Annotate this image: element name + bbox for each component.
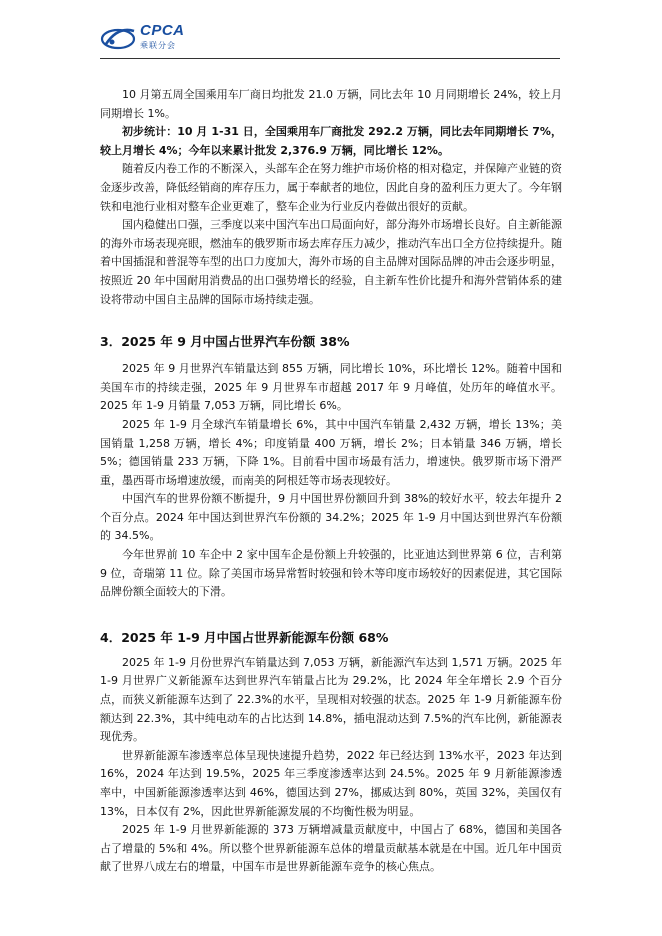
section-4-paragraph-2: 世界新能源车渗透率总体呈现快速提升趋势，2022 年已经达到 13%水平，2023 年达到 16%，2024 年达到 19.5%，2025 年三季度渗透率达到 24.5%。2025 年 9 月新能源渗透率中，中国新能源渗透率达到 46%，德国达到 27%，挪威达到 80%，英国 32%，美国仅有 13%，日本仅有 2%，因此世界新能源发展的不均衡性极为明显。 — [100, 748, 562, 818]
section-3-paragraph-1: 2025 年 9 月世界汽车销量达到 855 万辆，同比增长 10%，环比增长 12%。随着中国和美国车市的持续走强，2025 年 9 月世界车市超越 2017 年 9 月峰值，处历年的峰值水平。2025 年 1-9 月销量 7,053 万辆，同比增长 6%。 — [100, 362, 562, 413]
section-3-paragraph-4: 今年世界前 10 车企中 2 家中国车企是份额上升较强的，比亚迪达到世界第 6 位，吉利第 9 位，奇瑞第 11 位。除了美国市场异常暂时较强和铃木等印度市场较好的因素促进，其它国际品牌份额全面较大的下滑。 — [100, 548, 562, 599]
section-3-paragraph-3: 中国汽车的世界份额不断提升，9 月中国世界份额回升到 38%的较好水平，较去年提升 2 个百分点。2024 年中国达到世界汽车份额的 34.2%；2025 年 1-9 月中国达到世界汽车份额的 34.5%。 — [100, 492, 562, 543]
intro-paragraph-3: 随着反内卷工作的不断深入，头部车企在努力维护市场价格的相对稳定，并保障产业链的资金逐步改善，降低经销商的库存压力，属于奉献者的地位，因此自身的盈利压力更大了。今年钢铁和电池行业相对整车企业更难了，整车企业为行业反内卷做出很好的贡献。 — [100, 162, 562, 213]
section-3-title: 3．2025 年 9 月中国占世界汽车份额 38% — [100, 334, 350, 350]
section-4-title: 4．2025 年 1-9 月中国占世界新能源车份额 68% — [100, 629, 389, 645]
cpca-emblem-icon — [100, 22, 140, 52]
section-4-paragraph-1: 2025 年 1-9 月份世界汽车销量达到 7,053 万辆，新能源汽车达到 1,571 万辆。2025 年 1-9 月世界广义新能源车达到世界汽车销量占比为 29.2%，比 2024 年全年增长 2.9 个百分点，而狭义新能源车达到了 22.3%的水平，呈现相对较强的状态。2025 年 1-9 月新能源车份额达到 22.3%，其中纯电动车的占比达到 14.8%，插电混动达到 7.5%的汽车比例，新能源表现优秀。 — [100, 655, 562, 744]
page-header — [100, 22, 560, 59]
logo-text: CPCA — [140, 22, 185, 39]
document-body — [100, 86, 562, 877]
cpca-logo — [100, 22, 210, 56]
intro-paragraph-1: 10 月第五周全国乘用车厂商日均批发 21.0 万辆，同比去年 10 月同期增长 24%，较上月同期增长 1%。 — [100, 88, 562, 120]
logo-subtitle: 乘联分会 — [140, 41, 176, 50]
section-3-paragraph-2: 2025 年 1-9 月全球汽车销量增长 6%，其中中国汽车销量 2,432 万辆，增长 13%；美国销量 1,258 万辆，增长 4%；印度销量 400 万辆，增长 2%；日本销量 346 万辆，增长 5%；德国销量 233 万辆，下降 1%。目前看中国市场最有活力，增速快。俄罗斯市场下滑严重，墨西哥市场增速放缓，而南美的阿根廷等市场表现较好。 — [100, 417, 562, 487]
intro-statistics-paragraph: 初步统计：10 月 1-31 日，全国乘用车厂商批发 292.2 万辆，同比去年同期增长 7%，较上月增长 4%；今年以来累计批发 2,376.9 万辆，同比增长 12%。 — [100, 125, 562, 157]
section-4-paragraph-3: 2025 年 1-9 月世界新能源的 373 万辆增减量贡献度中，中国占了 68%，德国和美国各占了增量的 5%和 4%。所以整个世界新能源车总体的增量贡献基本就是在中国。近几年中国贡献了世界八成左右的增量，中国车市是世界新能源车竞争的核心焦点。 — [100, 823, 562, 874]
intro-paragraph-4: 国内稳健出口强，三季度以来中国汽车出口局面向好，部分海外市场增长良好。自主新能源的海外市场表现亮眼，燃油车的俄罗斯市场去库存压力减少，推动汽车出口全方位持续提升。随着中国插混和普混等车型的出口力度加大，海外市场的自主品牌对国际品牌的冲击会逐步明显，按照近 20 年中国耐用消费品的出口强势增长的经验，自主新车性价比提升和海外营销体系的建设将带动中国自主品牌的国际市场持续走强。 — [100, 218, 562, 306]
